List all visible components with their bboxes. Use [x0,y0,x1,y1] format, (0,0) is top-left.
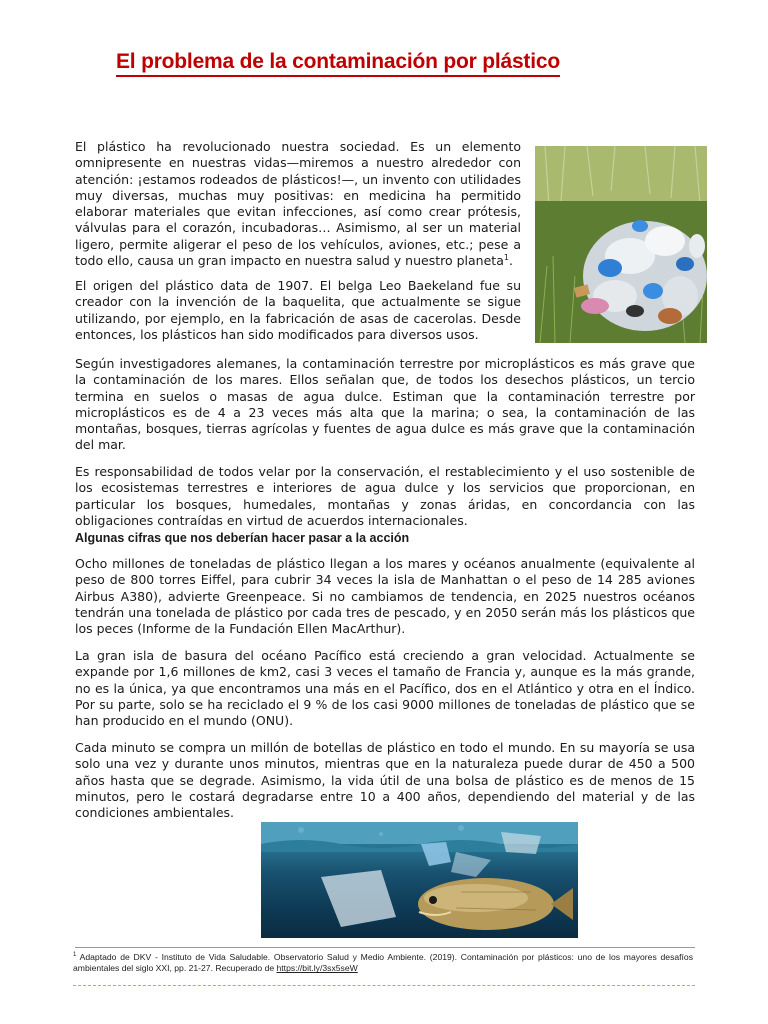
paragraph-figures-oceans: Ocho millones de toneladas de plástico llegan a los mares y océanos anualmente (equivalente al peso de 800 torres Eiffel, para cubrir 34 veces la isla de Manhattan o el peso de 14 285 aviones Airbus A380), advierte Greenpeace. Si no cambiamos de tendencia, en 2025 nuestros océanos tendrán una tonelada de plástico por cada tres de pescado, y en 2050 serán más los plásticos que los peces (Informe de la Fundación Ellen MacArthur). [75,556,695,637]
paragraph-bottles: Cada minuto se compra un millón de botellas de plástico en todo el mundo. En su mayoría se usa solo una vez y durante unos minutos, mientras que en la naturaleza puede durar de 450 a 500 años hasta que se degrade. Asimismo, la vida útil de una bolsa de plástico es de menos de 15 minutos, pero le costará degradarse entre 10 a 400 años, dependiendo del material y de las condiciones ambientales. [75,740,695,821]
section-heading: Algunas cifras que nos deberían hacer pasar a la acción [75,531,410,545]
paragraph-origin: El origen del plástico data de 1907. El belga Leo Baekeland fue su creador con la invención de la baquelita, que actualmente se sigue utilizando, por ejemplo, en la fabricación de asas de cacerolas. Desde entonces, los plásticos han sido modificados para diversos usos. [75,278,521,342]
page-title: El problema de la contaminación por plástico [116,50,560,77]
page-bottom-divider [73,985,695,986]
underwater-plastic-photo [261,822,578,938]
paragraph-responsibility: Es responsabilidad de todos velar por la conservación, el restablecimiento y el uso sostenible de los ecosistemas terrestres e interiores de agua dulce y los servicios que proporcionan, en particular los bosques, humedales, montañas y zonas áridas, en concordancia con las obligaciones contraídas en virtud de acuerdos internacionales. [75,464,695,528]
paragraph-intro-end: . [508,253,513,269]
footnote-reference[interactable]: 1 [503,252,509,262]
paragraph-intro [75,139,521,269]
paragraph-garbage-island: La gran isla de basura del océano Pacífico está creciendo a gran velocidad. Actualmente se expande por 1,6 millones de km2, casi 3 veces el tamaño de Francia y, aunque es la más grande, no es la única, ya que encontramos una más en el Pacífico, dos en el Atlántico y otra en el Índico. Por su parte, solo se ha reciclado el 9 % de los casi 9000 millones de toneladas de plástico que se han producido en el mundo (ONU). [75,648,695,729]
footnote-marker: 1 [73,952,77,958]
paragraph-microplastics: Según investigadores alemanes, la contaminación terrestre por microplásticos es más grave que la contaminación de los mares. Ellos señalan que, de todos los desechos plásticos, un tercio termina en suelos o masas de agua dulce. Estiman que la contaminación terrestre por microplásticos es de 4 a 23 veces más alta que la marina; o sea, la contaminación de las montañas, bosques, tierras agrícolas y fuentes de agua dulce es más grave que la contaminación del mar. [75,356,695,453]
paragraph-intro-text: El plástico ha revolucionado nuestra sociedad. Es un elemento omnipresente en nuestras vidas—miremos a nuestro alrededor con atención: ¡estamos rodeados de plásticos!—, un invento con utilidades muy diversas, muchas muy positivas: en medicina ha permitido elaborar materiales que evitan infecciones, así como crear prótesis, válvulas para el corazón, incubadoras… Asimismo, al ser un material ligero, permite aligerar el peso de los vehículos, aviones, etc.; pese a todo ello, causa un gran impacto en nuestra salud y nuestro planeta [75,139,521,269]
footnote-separator [75,947,695,948]
landfill-photo [535,146,707,343]
footnote-link[interactable]: https://bit.ly/3sx5seW [276,963,358,974]
footnote-text: Adaptado de DKV - Instituto de Vida Saludable. Observatorio Salud y Medio Ambiente. (2019). Contaminación por plásticos: uno de los mayores desafíos ambientales del siglo XXI, pp. 21-27. Recuperado de [73,951,693,974]
footnote [73,950,693,975]
